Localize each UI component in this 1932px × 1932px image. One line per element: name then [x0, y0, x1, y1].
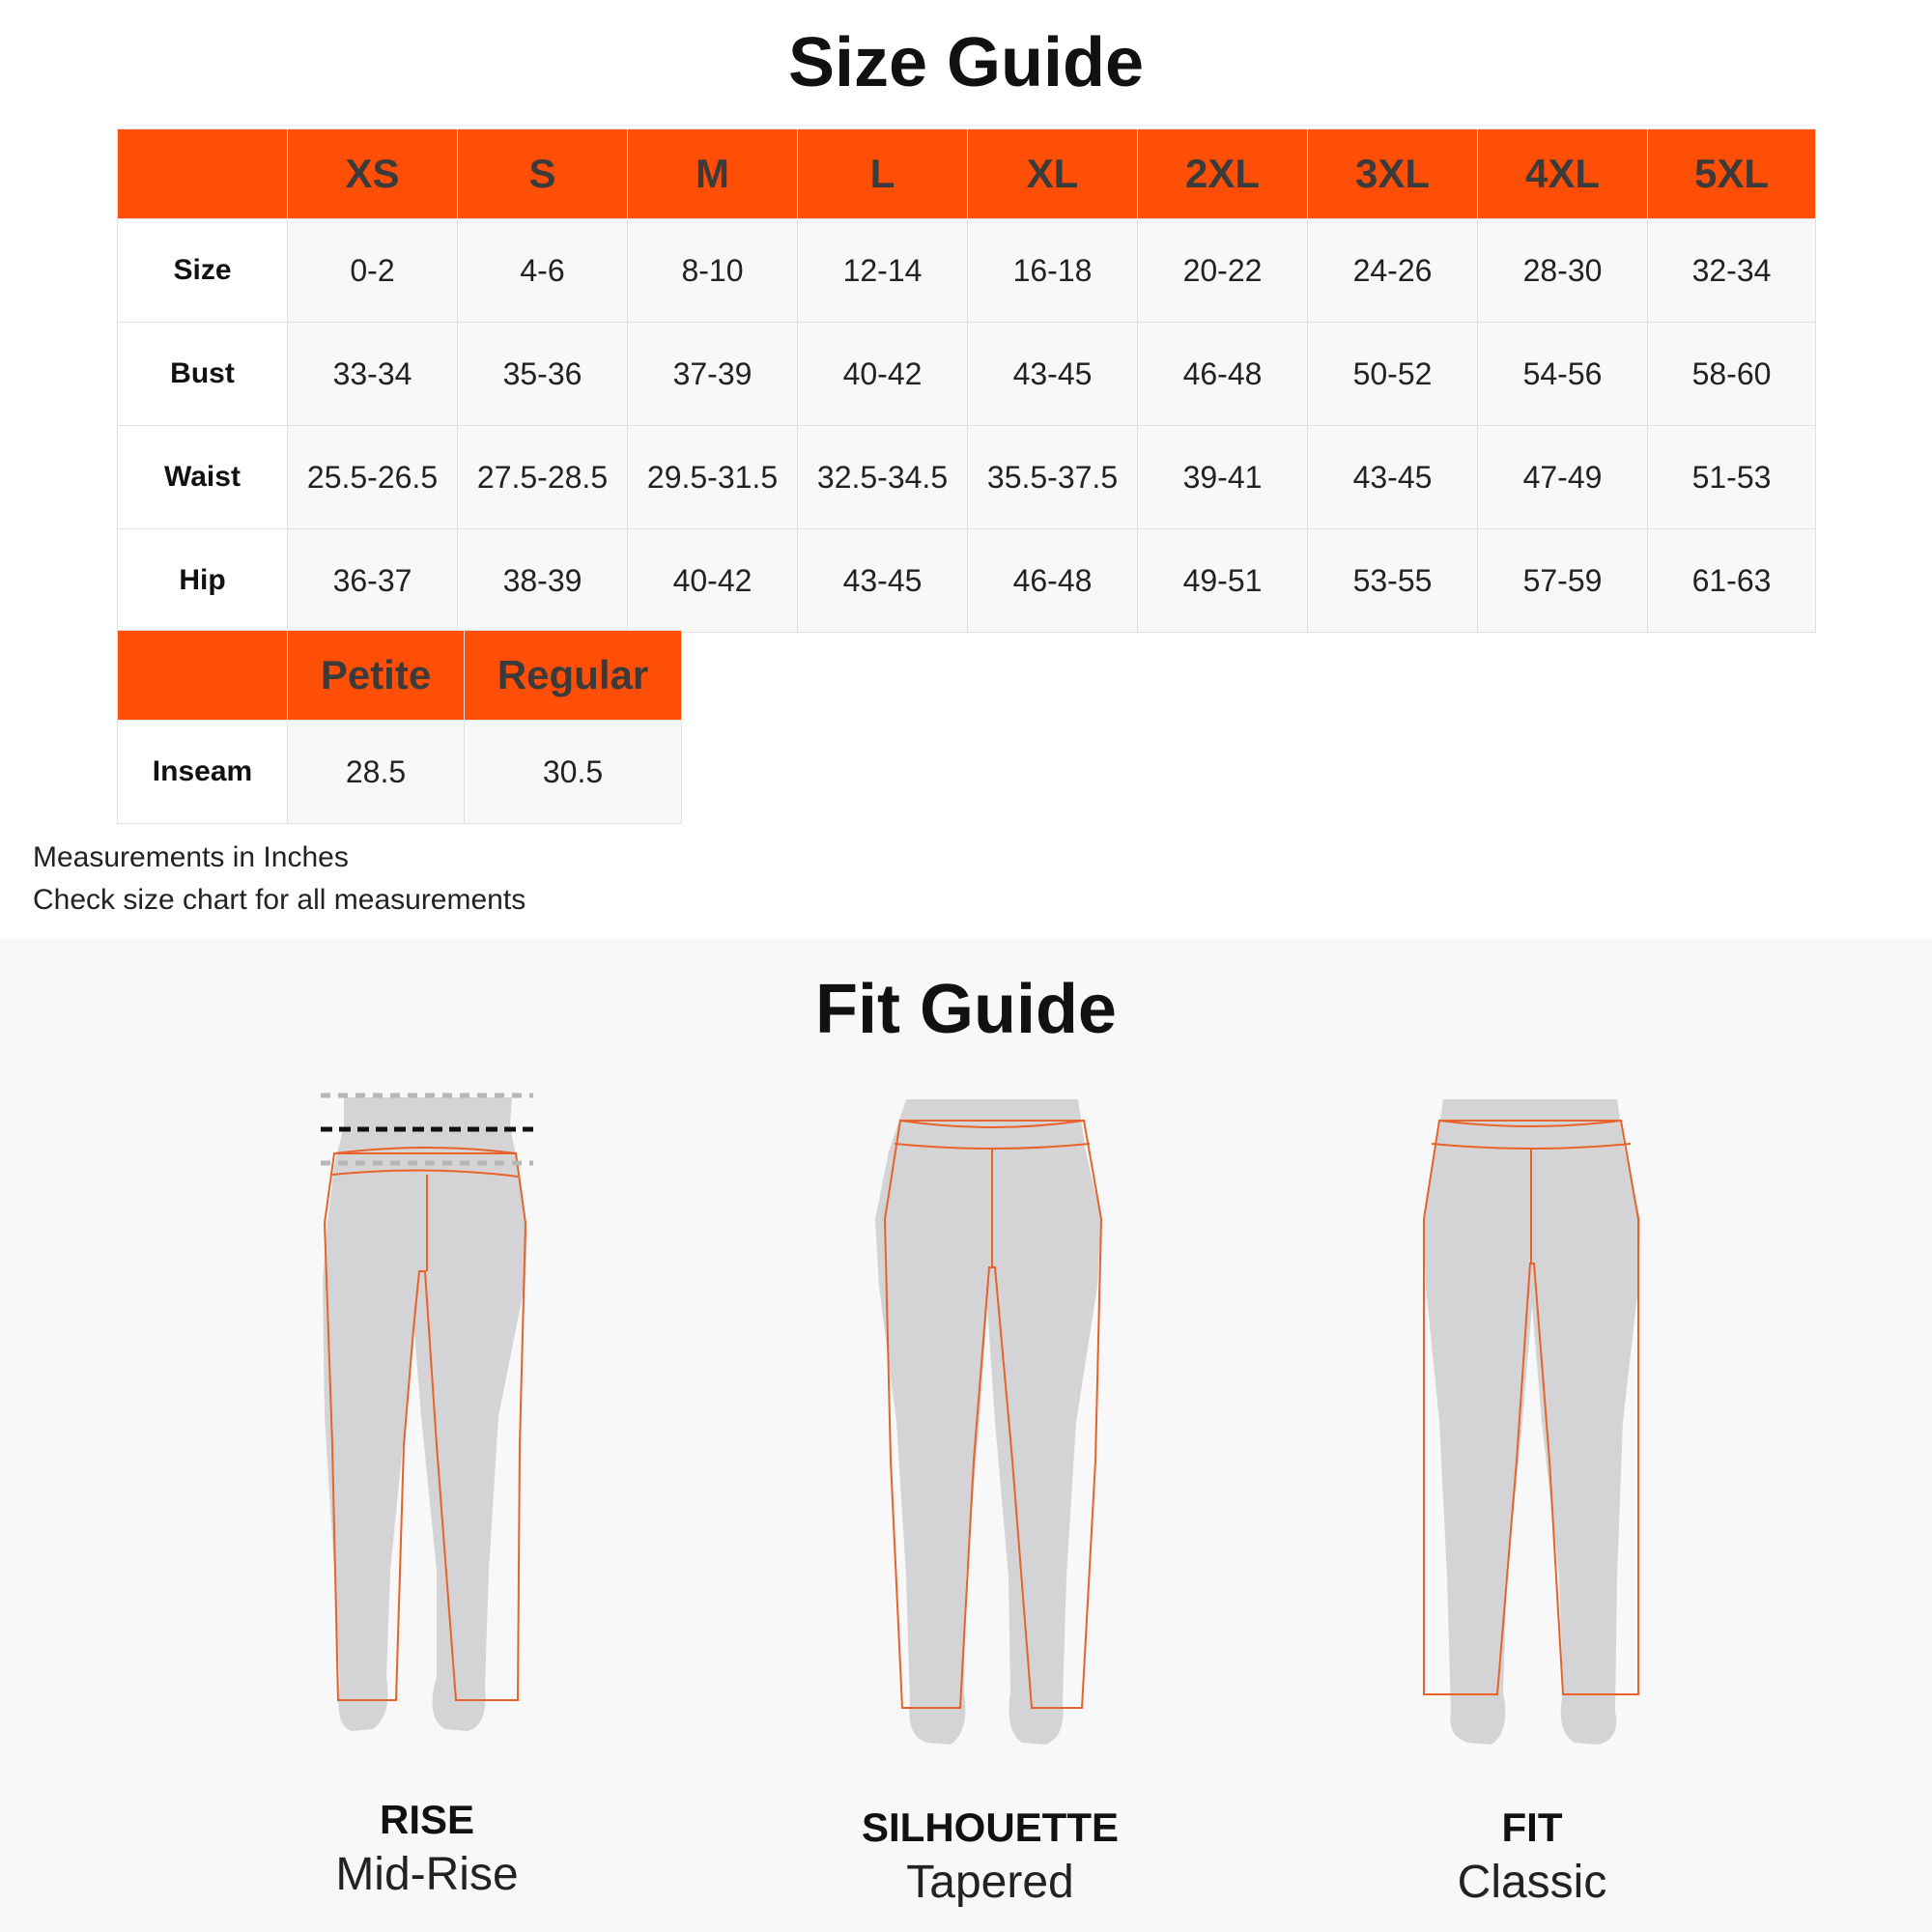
table-cell: 36-37	[288, 529, 458, 633]
row-label: Bust	[118, 323, 288, 426]
fit-guide-title: Fit Guide	[815, 971, 1117, 1048]
header-petite: Petite	[288, 631, 465, 721]
row-label: Waist	[118, 426, 288, 529]
rise-value: Mid-Rise	[335, 1849, 519, 1900]
table-row	[118, 219, 1816, 323]
table-cell: 4-6	[458, 219, 628, 323]
row-label: Size	[118, 219, 288, 323]
table-cell: 28.5	[288, 721, 465, 824]
table-cell: 51-53	[1648, 426, 1816, 529]
header-empty-cell	[118, 129, 288, 219]
table-cell: 30.5	[465, 721, 682, 824]
pants-silhouette-illustration	[873, 1094, 1105, 1770]
table-cell: 12-14	[798, 219, 968, 323]
table-cell: 28-30	[1478, 219, 1648, 323]
header-empty-cell	[118, 631, 288, 721]
table-cell: 39-41	[1138, 426, 1308, 529]
header-m: M	[628, 129, 798, 219]
table-cell: 0-2	[288, 219, 458, 323]
header-regular: Regular	[465, 631, 682, 721]
table-cell: 49-51	[1138, 529, 1308, 633]
row-label: Inseam	[118, 721, 288, 824]
note-units: Measurements in Inches	[33, 841, 349, 873]
header-s: S	[458, 129, 628, 219]
table-cell: 46-48	[968, 529, 1138, 633]
silhouette-caption	[749, 1803, 1232, 1913]
size-table-header-row	[118, 129, 1816, 219]
header-5xl: 5XL	[1648, 129, 1816, 219]
silhouette-label: SILHOUETTE	[861, 1804, 1119, 1850]
size-guide-title: Size Guide	[787, 24, 1145, 101]
inseam-table	[117, 630, 682, 824]
table-cell: 8-10	[628, 219, 798, 323]
table-cell: 27.5-28.5	[458, 426, 628, 529]
table-cell: 24-26	[1308, 219, 1478, 323]
header-4xl: 4XL	[1478, 129, 1648, 219]
table-cell: 20-22	[1138, 219, 1308, 323]
table-cell: 50-52	[1308, 323, 1478, 426]
table-cell: 40-42	[628, 529, 798, 633]
table-cell: 38-39	[458, 529, 628, 633]
header-xs: XS	[288, 129, 458, 219]
header-xl: XL	[968, 129, 1138, 219]
row-label: Hip	[118, 529, 288, 633]
table-cell: 53-55	[1308, 529, 1478, 633]
table-row	[118, 426, 1816, 529]
pants-fit-illustration	[1418, 1094, 1650, 1770]
rise-caption	[185, 1795, 668, 1905]
silhouette-value: Tapered	[906, 1857, 1074, 1908]
table-cell: 47-49	[1478, 426, 1648, 529]
fit-caption	[1291, 1803, 1774, 1913]
pants-rise-illustration	[305, 1088, 549, 1745]
fit-value: Classic	[1457, 1857, 1607, 1908]
header-l: L	[798, 129, 968, 219]
header-3xl: 3XL	[1308, 129, 1478, 219]
table-cell: 57-59	[1478, 529, 1648, 633]
table-cell: 29.5-31.5	[628, 426, 798, 529]
table-cell: 54-56	[1478, 323, 1648, 426]
table-cell: 43-45	[798, 529, 968, 633]
note-size-chart: Check size chart for all measurements	[33, 884, 526, 916]
fit-label: FIT	[1501, 1804, 1563, 1850]
size-table	[117, 128, 1816, 633]
table-cell: 58-60	[1648, 323, 1816, 426]
table-cell: 61-63	[1648, 529, 1816, 633]
table-cell: 32-34	[1648, 219, 1816, 323]
table-row	[118, 721, 682, 824]
table-row	[118, 323, 1816, 426]
table-cell: 35.5-37.5	[968, 426, 1138, 529]
table-cell: 33-34	[288, 323, 458, 426]
table-row	[118, 529, 1816, 633]
table-cell: 43-45	[1308, 426, 1478, 529]
table-cell: 16-18	[968, 219, 1138, 323]
table-cell: 32.5-34.5	[798, 426, 968, 529]
inseam-header-row	[118, 631, 682, 721]
header-2xl: 2XL	[1138, 129, 1308, 219]
table-cell: 40-42	[798, 323, 968, 426]
table-cell: 25.5-26.5	[288, 426, 458, 529]
fit-figure	[1418, 1094, 1650, 1770]
measurement-notes	[33, 837, 526, 922]
rise-label: RISE	[379, 1797, 475, 1842]
table-cell: 46-48	[1138, 323, 1308, 426]
silhouette-figure	[873, 1094, 1105, 1770]
rise-figure	[305, 1088, 549, 1745]
table-cell: 37-39	[628, 323, 798, 426]
table-cell: 35-36	[458, 323, 628, 426]
table-cell: 43-45	[968, 323, 1138, 426]
